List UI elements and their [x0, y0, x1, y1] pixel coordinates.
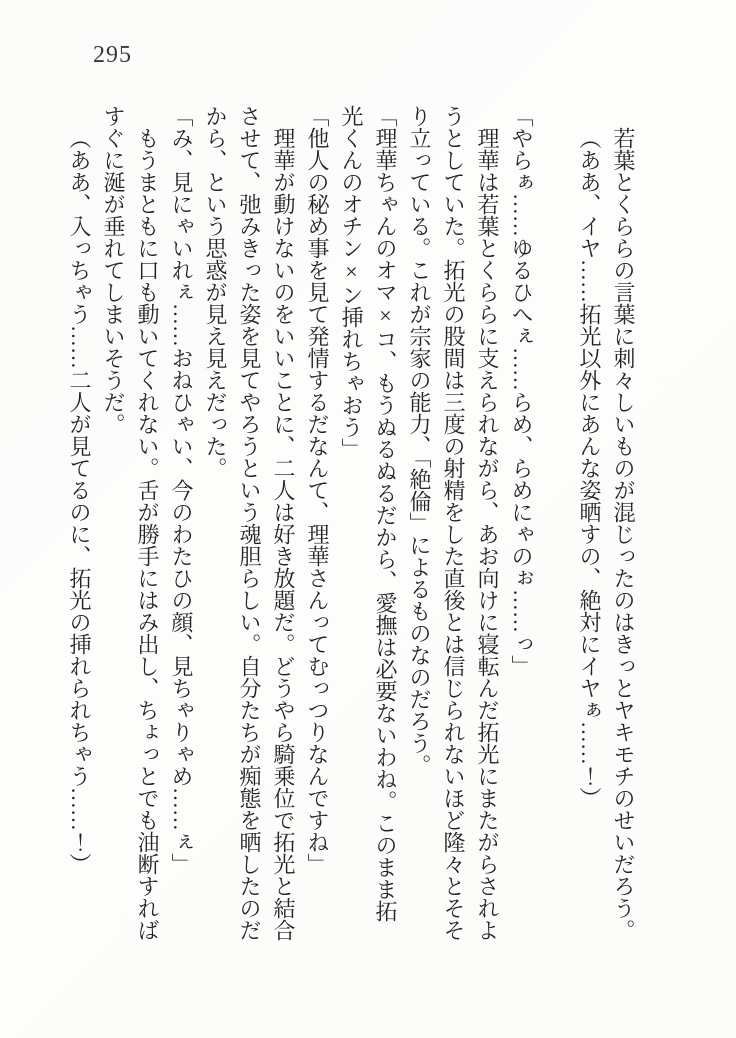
paragraph: もうまともに口も動いてくれない。舌が勝手にはみ出し、ちょっとでも油断すればすぐに涎が垂れてしまいそうだ。: [101, 105, 160, 941]
paragraph: （ああ、入っちゃう……二人が見てるのに、拓光の挿れられちゃう……！）: [67, 127, 92, 875]
paragraph: 「理華ちゃんのオマ×コ、もうぬるぬるだから、愛撫は必要ないわね。このまま拓光くんのオチン×ン挿れちゃおう」: [339, 105, 398, 922]
paragraph: 理華が動けないのをいいことに、二人は好き放題だ。どうやら騎乗位で拓光と結合させて、弛みきった姿を見てやろうという魂胆らしい。自分たちが痴態を晒したのだから、という思惑が見え見えだった。: [203, 105, 296, 941]
paragraph: 「み、見にゃいれぇ……おねひゃい、今のわたひの顔、見ちゃりゃめ……ぇ」: [169, 105, 194, 875]
text-block: [62, 105, 640, 943]
paragraph: 「他人の秘め事を見て発情するだなんて、理華さんってむっつりなんですね」: [305, 105, 330, 875]
paragraph: （ああ、イヤ……拓光以外にあんな姿晒すの、絶対にイヤぁ……！）: [577, 127, 602, 809]
paragraph: 「やらぁ……ゆるひへぇ……らめ、らめにゃのぉ……っ」: [509, 105, 534, 677]
paragraph: 理華は若葉とくららに支えられながら、あお向けに寝転んだ拓光にまたがらされようとしていた。拓光の股間は三度の射精をした直後とは信じられないほど隆々とそそり立っている。これが宗家の能力、「絶倫」によるものなのだろう。: [407, 105, 500, 941]
blank-line: [538, 105, 572, 943]
paragraph: 若葉とくららの言葉に刺々しいものが混じったのはきっとヤキモチのせいだろう。: [611, 127, 636, 941]
page-number: 295: [93, 42, 132, 68]
